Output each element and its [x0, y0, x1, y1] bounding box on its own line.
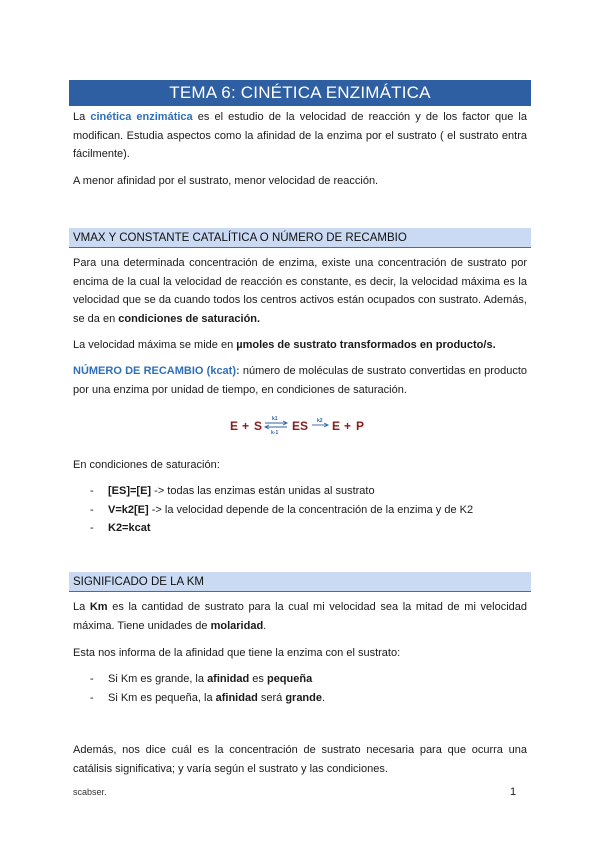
list-item: - V=k2[E] -> la velocidad depende de la concentración de la enzima y de K2 [90, 501, 520, 520]
section-heading-vmax: VMAX Y CONSTANTE CATALÍTICA O NÚMERO DE RECAMBIO [69, 228, 531, 248]
km-concentration-paragraph: Además, nos dice cuál es la concentración de sustrato necesaria para que ocurra una catálisis significativa; y varía según el sustrato y las condiciones. [73, 744, 527, 775]
eq-es: ES [292, 419, 309, 433]
page-title: TEMA 6: CINÉTICA ENZIMÁTICA [69, 80, 531, 106]
list-item: - Si Km es pequeña, la afinidad será grande. [90, 689, 520, 708]
eq-e-2: E [332, 419, 341, 433]
section-heading-km: SIGNIFICADO DE LA KM [69, 572, 531, 592]
intro-paragraph: La cinética enzimática es el estudio de la velocidad de reacción y de los factor que la modifican. Estudia aspectos como la afinidad de la enzima por el sustrato ( el sustrato entra fácilmente). [73, 111, 527, 161]
eq-k1: k1 [272, 416, 278, 422]
eq-plus-2: + [344, 419, 352, 433]
intro-affinity-paragraph: A menor afinidad por el sustrato, menor velocidad de reacción. [73, 175, 379, 187]
eq-e: E [230, 419, 239, 433]
km-affinity-intro: Esta nos informa de la afinidad que tiene la enzima con el sustrato: [73, 647, 401, 659]
km-definition-paragraph: La Km es la cantidad de sustrato para la cual mi velocidad sea la mitad de mi velocidad máxima. Tiene unidades de molaridad. [73, 601, 527, 632]
eq-p: P [356, 419, 365, 433]
eq-s: S [254, 419, 263, 433]
reaction-equation [228, 414, 378, 440]
term-kcat: NÚMERO DE RECAMBIO (kcat): [73, 365, 240, 377]
list-item: - Si Km es grande, la afinidad es pequeña [90, 670, 520, 689]
list-item: - K2=kcat [90, 519, 520, 538]
vmax-paragraph: Para una determinada concentración de enzima, existe una concentración de sustrato por encima de la cual la velocidad de reacción es constante, es decir, la velocidad máxima es la velocidad que se da cuando todos los centros activos están ocupados con sustrato. Además, se da en condiciones de saturación. [73, 257, 527, 325]
saturation-list [90, 482, 520, 538]
list-item: - [ES]=[E] -> todas las enzimas están unidas al sustrato [90, 482, 520, 501]
eq-plus-1: + [242, 419, 250, 433]
vmax-units-paragraph: La velocidad máxima se mide en µmoles de sustrato transformados en producto/s. [73, 339, 496, 351]
equation-graphic [228, 414, 378, 440]
term-cinetica: cinética enzimática [90, 111, 193, 123]
kcat-paragraph: NÚMERO DE RECAMBIO (kcat): número de moléculas de sustrato convertidas en producto por una enzima por unidad de tiempo, en condiciones de saturación. [73, 365, 527, 396]
eq-k-minus-1: k-1 [271, 430, 279, 436]
footer-author: scabser. [73, 787, 107, 797]
page-number: 1 [510, 786, 517, 798]
saturation-intro: En condiciones de saturación: [73, 459, 220, 471]
eq-k2: k2 [317, 418, 323, 424]
km-affinity-list [90, 670, 520, 707]
